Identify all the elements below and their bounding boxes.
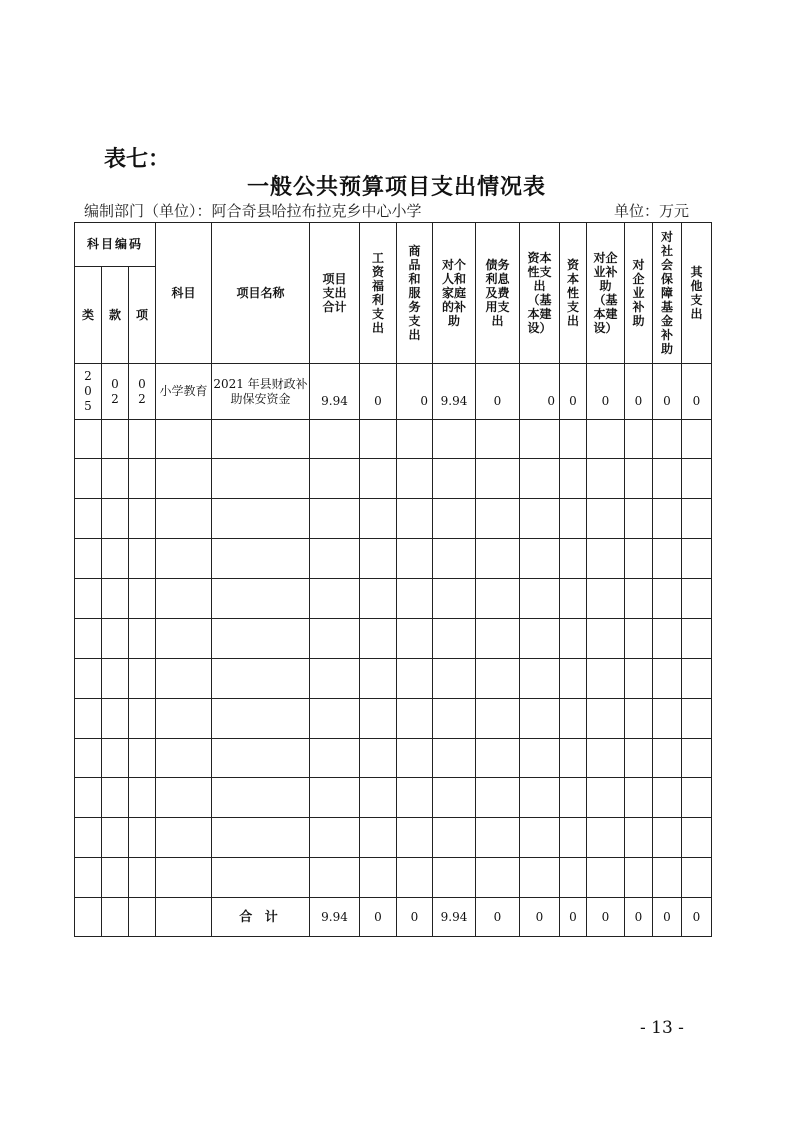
total-total: 9.94 <box>310 898 360 937</box>
cell-enterprise: 0 <box>625 364 653 420</box>
empty-row <box>75 778 712 818</box>
cell-other: 0 <box>682 364 712 420</box>
page-number: - 13 - <box>640 1018 684 1038</box>
header-total: 项目支出合计 <box>310 223 360 364</box>
empty-row <box>75 619 712 659</box>
empty-row <box>75 420 712 459</box>
department-line: 编制部门（单位）：阿合奇县哈拉布拉克乡中心小学 <box>84 202 422 220</box>
header-goods-services: 商品和服务支出 <box>397 223 433 364</box>
empty-row <box>75 499 712 539</box>
cell-item-code: 02 <box>129 364 156 420</box>
header-section: 款 <box>102 267 129 364</box>
cell-enterprise-base: 0 <box>587 364 625 420</box>
cell-class-code: 205 <box>75 364 102 420</box>
total-social-security: 0 <box>653 898 682 937</box>
cell-capital-base: 0 <box>520 364 560 420</box>
total-capital: 0 <box>560 898 587 937</box>
unit-line: 单位：万元 <box>614 202 690 220</box>
header-other: 其他支出 <box>682 223 712 364</box>
cell-total: 9.94 <box>310 364 360 420</box>
page-title: 一般公共预算项目支出情况表 <box>246 175 546 200</box>
header-wages: 工资福利支出 <box>360 223 397 364</box>
header-item: 项 <box>129 267 156 364</box>
header-capital: 资本性支出 <box>560 223 587 364</box>
header-capital-base: 资本性支出（基本建设） <box>520 223 560 364</box>
total-debt-interest: 0 <box>476 898 520 937</box>
cell-section-code: 02 <box>102 364 129 420</box>
total-row <box>75 898 712 937</box>
header-social-security: 对社会保障基金补助 <box>653 223 682 364</box>
header-code-group: 科目编码 <box>75 223 156 267</box>
total-goods-services: 0 <box>397 898 433 937</box>
empty-row <box>75 539 712 579</box>
table-label: 表七： <box>104 147 171 172</box>
cell-project-name: 2021 年县财政补助保安资金 <box>212 364 310 420</box>
empty-row <box>75 659 712 699</box>
empty-row <box>75 579 712 619</box>
empty-row <box>75 858 712 898</box>
cell-social-security: 0 <box>653 364 682 420</box>
total-capital-base: 0 <box>520 898 560 937</box>
empty-row <box>75 739 712 778</box>
cell-individual-family: 9.94 <box>433 364 476 420</box>
empty-row <box>75 699 712 739</box>
header-class: 类 <box>75 267 102 364</box>
total-wages: 0 <box>360 898 397 937</box>
total-other: 0 <box>682 898 712 937</box>
header-debt-interest: 债务利息及费用支出 <box>476 223 520 364</box>
header-row-1 <box>75 223 712 267</box>
budget-table <box>74 222 712 937</box>
empty-row <box>75 459 712 499</box>
cell-subject: 小学教育 <box>156 364 212 420</box>
total-enterprise-base: 0 <box>587 898 625 937</box>
empty-row <box>75 818 712 858</box>
header-project-name: 项目名称 <box>212 223 310 364</box>
header-subject: 科目 <box>156 223 212 364</box>
cell-goods-services: 0 <box>397 364 433 420</box>
total-enterprise: 0 <box>625 898 653 937</box>
cell-debt-interest: 0 <box>476 364 520 420</box>
cell-capital: 0 <box>560 364 587 420</box>
total-label: 合 计 <box>212 898 310 937</box>
header-enterprise-base: 对企业补助（基本建设） <box>587 223 625 364</box>
header-enterprise: 对企业补助 <box>625 223 653 364</box>
cell-wages: 0 <box>360 364 397 420</box>
total-individual-family: 9.94 <box>433 898 476 937</box>
table-row <box>75 364 712 420</box>
header-individual-family: 对个人和家庭的补助 <box>433 223 476 364</box>
